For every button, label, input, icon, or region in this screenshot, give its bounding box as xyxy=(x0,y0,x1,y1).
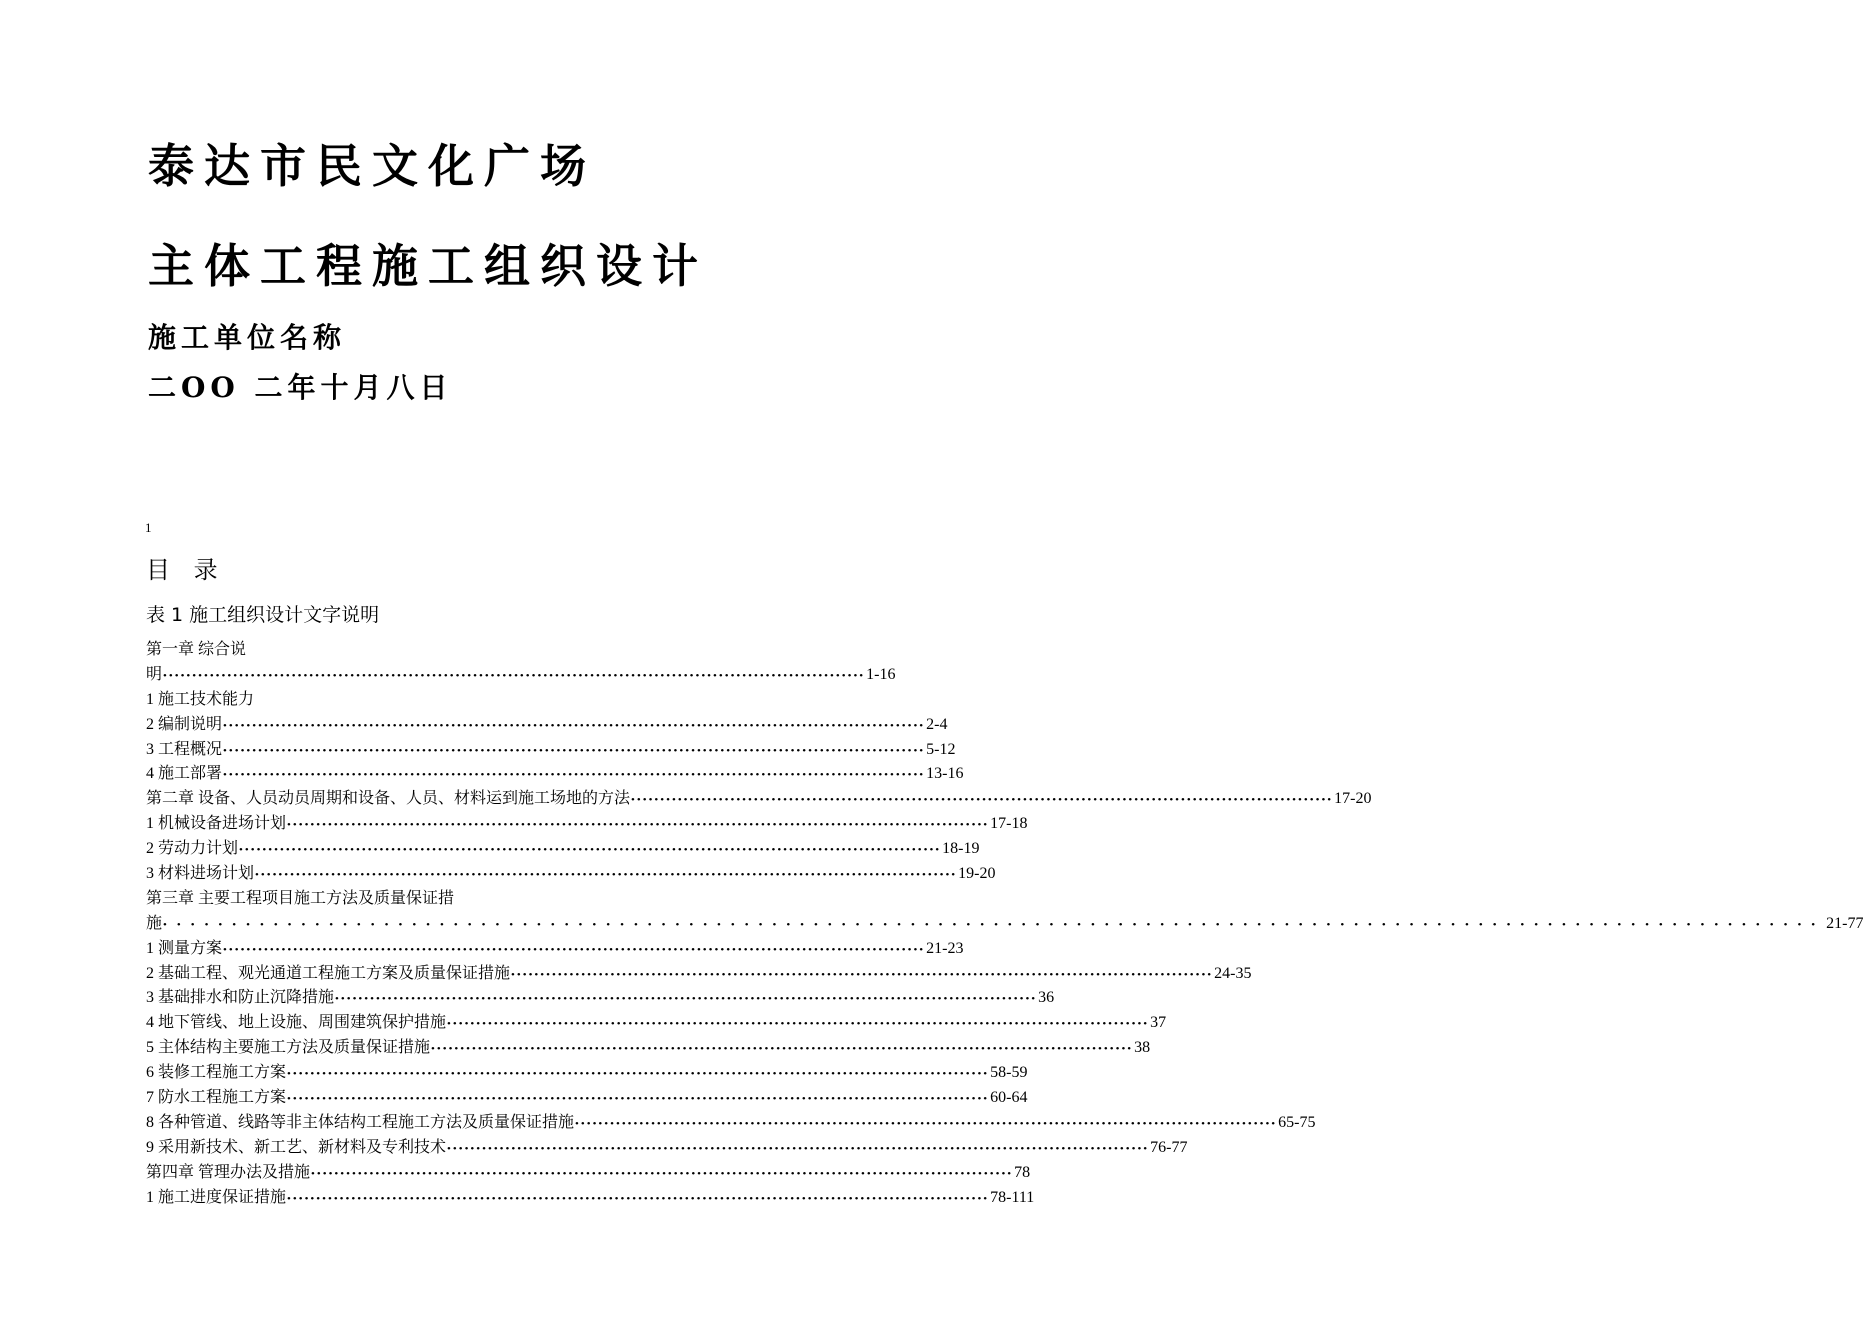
toc-entry-page: 19-20 xyxy=(958,865,996,883)
toc-entry-page: 18-19 xyxy=(942,840,980,858)
toc-entry-page: 21-23 xyxy=(926,939,964,957)
toc-entry xyxy=(146,1061,1028,1086)
toc-entry-label: 3 材料进场计划 xyxy=(146,865,255,883)
toc-leader-dots: •••••••••••••••••••••••••••••••••••••••••••••••••••••••••••••••••••••••••••••••••••••••••••••••••••••••••••••••••••••••• xyxy=(287,819,990,832)
toc-entry-page: 21-77 xyxy=(1826,914,1863,932)
toc-entry-page: 37 xyxy=(1150,1014,1167,1032)
toc-entry-label: 2 劳动力计划 xyxy=(146,840,239,858)
toc-entry-label: 第一章 综合说 xyxy=(146,641,247,658)
toc-entry-label: 4 地下管线、地上设施、周围建筑保护措施 xyxy=(146,1014,447,1032)
toc-entry-label: 3 基础排水和防止沉降措施 xyxy=(146,989,335,1007)
toc-leader-dots: •••••••••••••••••••••••••••••••••••••••••••••••••••••••••••••••••••••••••••••••••••••••••••••••••••••••••••••••••••••••• xyxy=(239,844,942,857)
toc-entry xyxy=(146,713,948,738)
toc-entry-label: 7 防水工程施工方案 xyxy=(146,1089,287,1107)
toc-entry-page: 76-77 xyxy=(1150,1138,1188,1156)
toc-entry xyxy=(146,1161,1031,1186)
toc-leader-dots: •••••••••••••••••••••••••••••••••••••••••••••••••••••••••••••••••••••••••••••••••••••••••••••••••••••••••••••••••••••••• xyxy=(287,1068,990,1081)
toc-entry xyxy=(146,937,964,962)
toc-entry-page: 38 xyxy=(1134,1039,1151,1057)
toc-entry-page: 5-12 xyxy=(926,740,956,758)
toc-entry xyxy=(146,962,1252,987)
toc-entry xyxy=(146,762,964,787)
toc-entry-page: 78-111 xyxy=(990,1188,1035,1206)
cover-title-line1: 泰达市民文化广场 xyxy=(148,139,596,193)
toc-leader-dots: •••••••••••••••••••••••••••••••••••••••••••••••••••••••••••••••••••••••••••••••••••••••••••••••••••••••••••••••••••••••• xyxy=(223,744,926,757)
page-number: 1 xyxy=(145,520,152,535)
toc-entry-label: 第四章 管理办法及措施 xyxy=(146,1163,311,1181)
toc-entry xyxy=(146,912,1863,937)
toc-entry-page: 60-64 xyxy=(990,1089,1028,1107)
toc-entry xyxy=(146,1011,1167,1036)
toc-entry-label: 第二章 设备、人员动员周期和设备、人员、材料运到施工场地的方法 xyxy=(146,790,631,808)
toc-entry xyxy=(146,738,956,763)
toc-entry-page: 36 xyxy=(1038,989,1055,1007)
toc-heading: 目 录 xyxy=(146,556,226,584)
toc-entry xyxy=(146,1036,1151,1061)
toc-entry-label: 1 测量方案 xyxy=(146,939,223,957)
toc-entry xyxy=(146,688,806,713)
toc-entry xyxy=(146,986,1055,1011)
toc-entry-page: 17-18 xyxy=(990,815,1028,833)
toc-entry-page: 1-16 xyxy=(866,665,896,683)
toc-leader-dots: •••••••••••••••••••••••••••••••••••••••••••••••••••••••••••••••••••••••••••••••••••••••••••••••••••••••••••••••••••••••• xyxy=(447,1018,1150,1031)
toc-entry-label: 3 工程概况 xyxy=(146,740,223,758)
table-of-contents xyxy=(146,638,1863,1210)
toc-entry xyxy=(146,1086,1028,1111)
toc-entry xyxy=(146,862,996,887)
cover-title-line2: 主体工程施工组织设计 xyxy=(148,239,708,293)
toc-entry xyxy=(146,638,806,663)
toc-leader-dots: •••••••••••••••••••••••••••••••••••••••••••••••••••••••••••••••••••••••••••••••••••••••••••••••••••••••••••••••••••••••• xyxy=(631,794,1334,807)
toc-leader-dots: •••••••••••••••••••••••••••••••••••••••••••••••••••••••••••••••••••••••••••••••••••••••••••••••••••••••••••••••••••••••• xyxy=(431,1043,1134,1056)
toc-leader-dots: •••••••••••••••••••••••••••••••••••••••••••••••••••••••••••••••••••••••••••••••••••••••••••••••••••••••••••••••••••••••• xyxy=(447,1142,1150,1155)
toc-leader-dots: •••••••••••••••••••••••••••••••••••••••••••••••••••••••••••••••••••••••••••••••••••••••••••••••••••••••••••••••••••••••• xyxy=(287,1192,990,1205)
toc-entry-label: 1 施工进度保证措施 xyxy=(146,1188,287,1206)
toc-entry-label: 6 装修工程施工方案 xyxy=(146,1064,287,1082)
toc-entry-label: 1 机械设备进场计划 xyxy=(146,815,287,833)
toc-entry-page: 17-20 xyxy=(1334,790,1372,808)
construction-unit-name: 施工单位名称 xyxy=(148,321,347,354)
toc-leader-dots: •••••••••••••••••••••••••••••••••••••••••••••••••••••••••••••••••••••••••••••••••••••••••••••••••••••••••••••••••••••••• xyxy=(163,918,1826,931)
toc-entry-label: 9 采用新技术、新工艺、新材料及专利技术 xyxy=(146,1138,447,1156)
toc-entry-label: 2 编制说明 xyxy=(146,715,223,733)
toc-entry-page: 2-4 xyxy=(926,715,948,733)
toc-leader-dots: •••••••••••••••••••••••••••••••••••••••••••••••••••••••••••••••••••••••••••••••••••••••••••••••••••••••••••••••••••••••• xyxy=(255,869,958,882)
toc-leader-dots: •••••••••••••••••••••••••••••••••••••••••••••••••••••••••••••••••••••••••••••••••••••••••••••••••••••••••••••••••••••••• xyxy=(511,968,1214,981)
toc-leader-dots: •••••••••••••••••••••••••••••••••••••••••••••••••••••••••••••••••••••••••••••••••••••••••••••••••••••••••••••••••••••••• xyxy=(223,769,926,782)
toc-entry xyxy=(146,837,980,862)
toc-entry xyxy=(146,1186,1035,1211)
table-caption: 表 1 施工组织设计文字说明 xyxy=(146,604,380,626)
toc-entry xyxy=(146,787,1372,812)
toc-leader-dots: •••••••••••••••••••••••••••••••••••••••••••••••••••••••••••••••••••••••••••••••••••••••••••••••••••••••••••••••••••••••• xyxy=(163,669,866,682)
toc-entry-label: 2 基础工程、观光通道工程施工方案及质量保证措施 xyxy=(146,964,511,982)
toc-entry-label: 4 施工部署 xyxy=(146,765,223,783)
toc-entry xyxy=(146,663,896,688)
toc-entry-label: 明 xyxy=(146,665,163,683)
toc-leader-dots: •••••••••••••••••••••••••••••••••••••••••••••••••••••••••••••••••••••••••••••••••••••••••••••••••••••••••••••••••••••••• xyxy=(223,719,926,732)
toc-entry-page: 13-16 xyxy=(926,765,964,783)
toc-leader-dots: •••••••••••••••••••••••••••••••••••••••••••••••••••••••••••••••••••••••••••••••••••••••••••••••••••••••••••••••••••••••• xyxy=(575,1117,1278,1130)
toc-leader-dots: •••••••••••••••••••••••••••••••••••••••••••••••••••••••••••••••••••••••••••••••••••••••••••••••••••••••••••••••••••••••• xyxy=(311,1167,1014,1180)
toc-entry-page: 24-35 xyxy=(1214,964,1252,982)
toc-leader-dots: •••••••••••••••••••••••••••••••••••••••••••••••••••••••••••••••••••••••••••••••••••••••••••••••••••••••••••••••••••••••• xyxy=(223,943,926,956)
cover-date: 二OO 二年十月八日 xyxy=(148,371,453,404)
toc-entry-page: 58-59 xyxy=(990,1064,1028,1082)
toc-entry xyxy=(146,887,806,912)
toc-entry-label: 5 主体结构主要施工方法及质量保证措施 xyxy=(146,1039,431,1057)
toc-entry-label: 8 各种管道、线路等非主体结构工程施工方法及质量保证措施 xyxy=(146,1113,575,1131)
toc-entry-label: 1 施工技术能力 xyxy=(146,690,255,708)
toc-entry xyxy=(146,1111,1316,1136)
toc-leader-dots: •••••••••••••••••••••••••••••••••••••••••••••••••••••••••••••••••••••••••••••••••••••••••••••••••••••••••••••••••••••••• xyxy=(335,993,1038,1006)
toc-entry-label: 施 xyxy=(146,914,163,932)
toc-entry-label: 第三章 主要工程项目施工方法及质量保证措 xyxy=(146,889,455,907)
toc-entry xyxy=(146,1136,1188,1161)
toc-leader-dots: •••••••••••••••••••••••••••••••••••••••••••••••••••••••••••••••••••••••••••••••••••••••••••••••••••••••••••••••••••••••• xyxy=(287,1093,990,1106)
toc-entry xyxy=(146,812,1028,837)
toc-entry-page: 78 xyxy=(1014,1163,1031,1181)
toc-entry-page: 65-75 xyxy=(1278,1113,1316,1131)
